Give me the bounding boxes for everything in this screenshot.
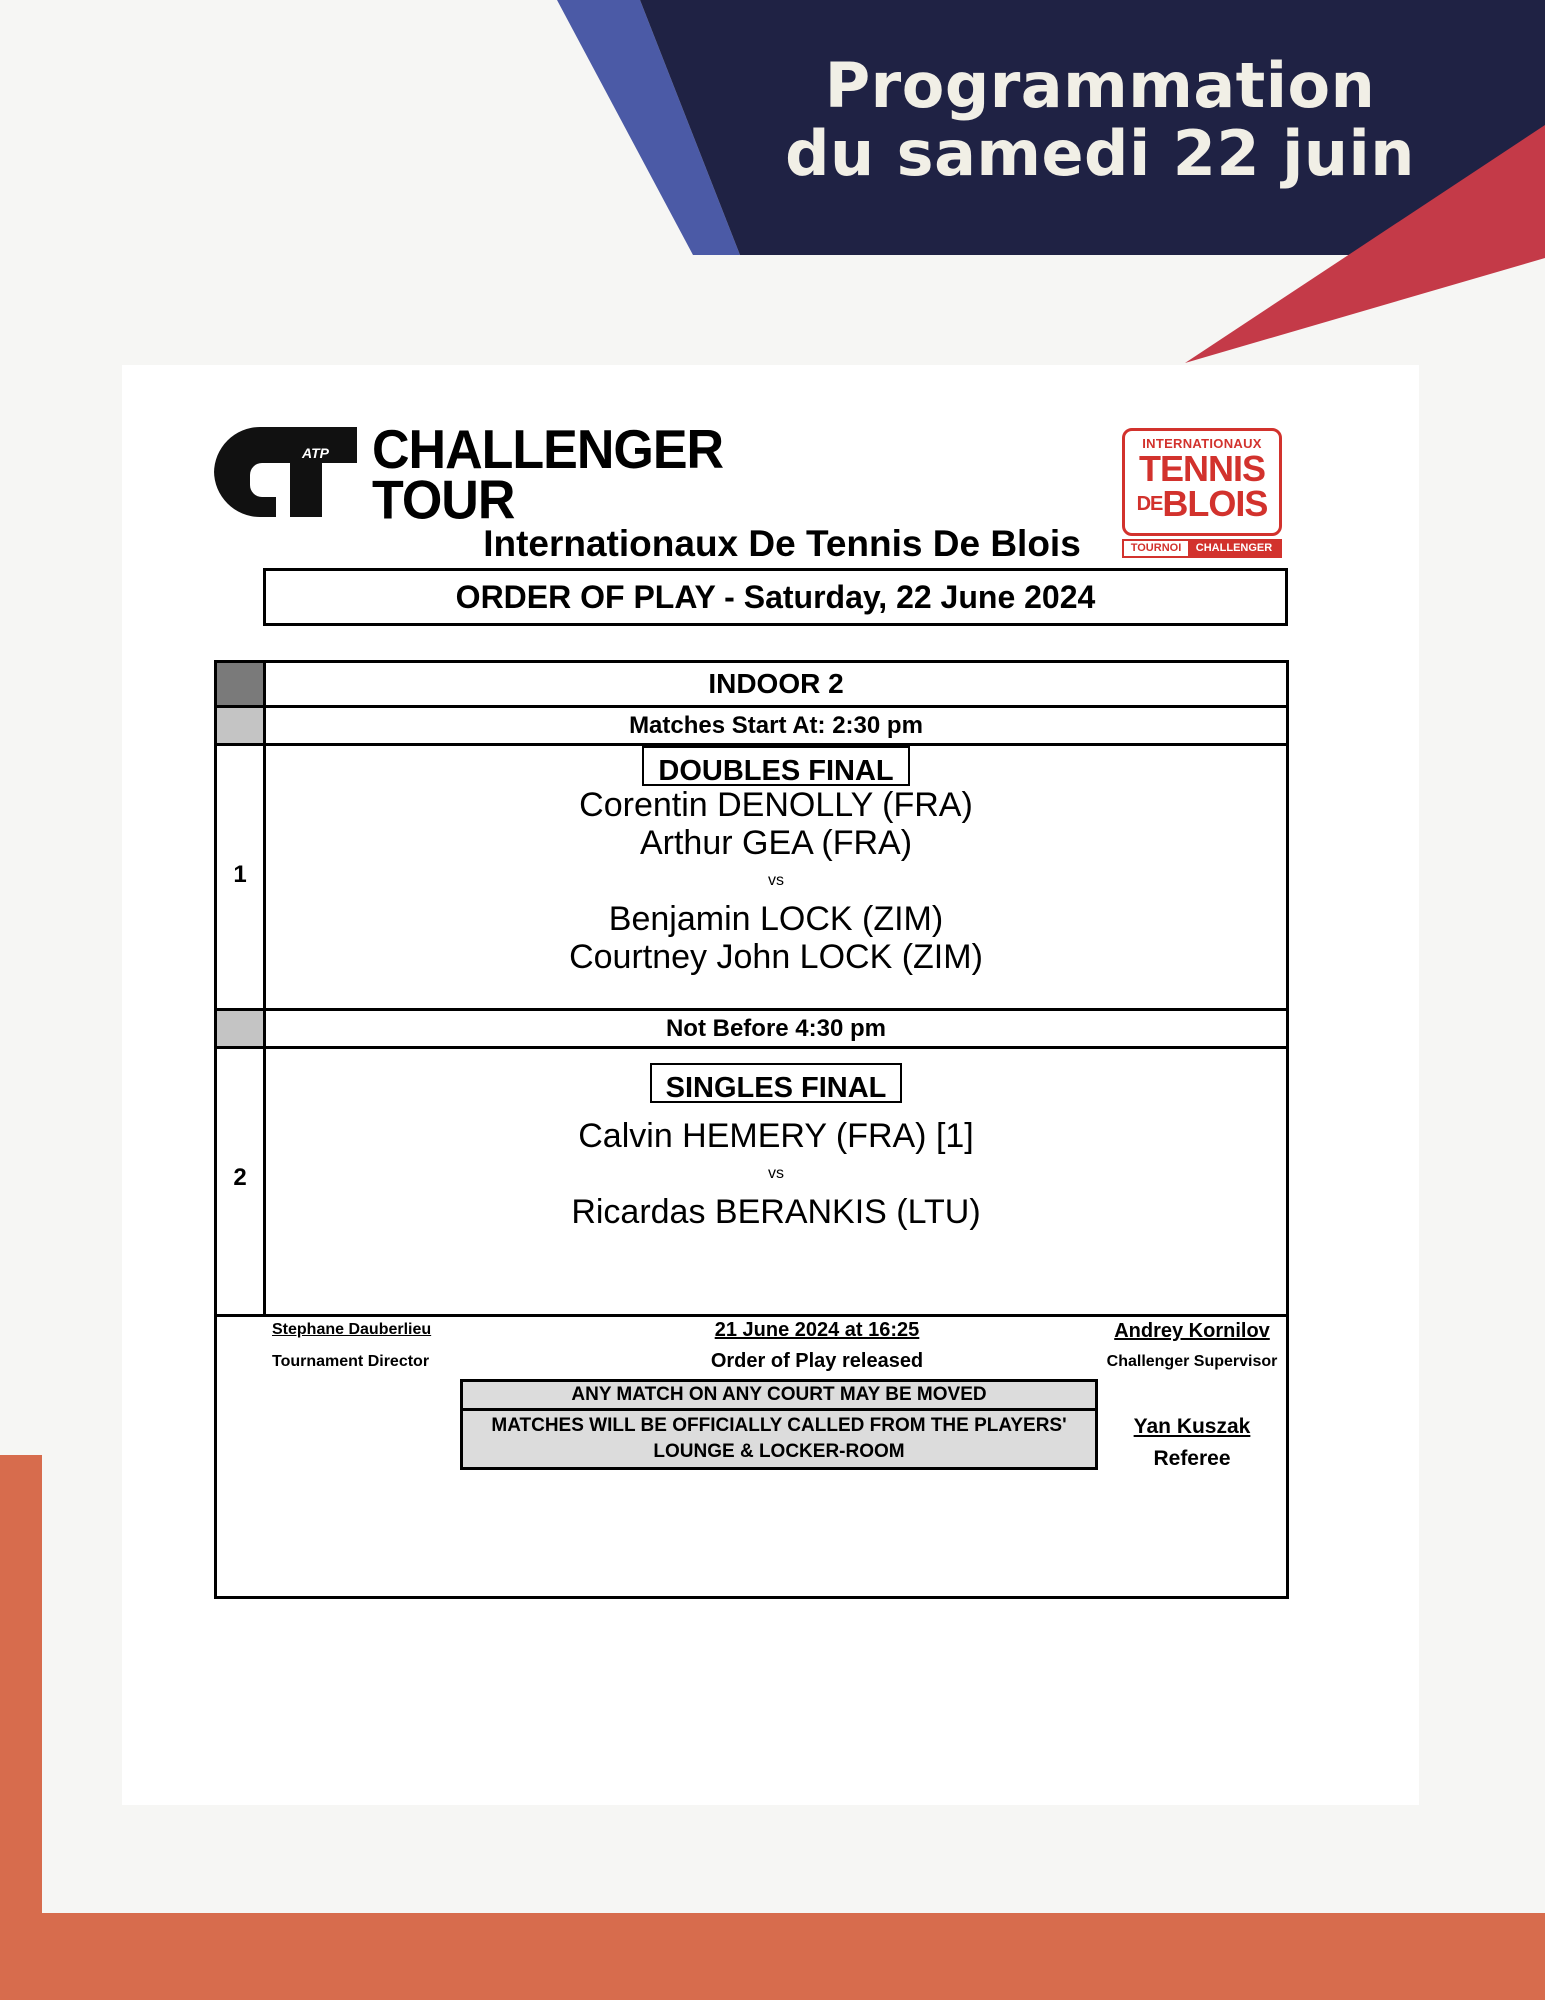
atp-wordmark bbox=[372, 419, 724, 532]
order-of-play-document bbox=[122, 365, 1419, 1805]
tennis-blois-logo: INTERNATIONAUX TENNIS $^{DE}$BLOIS TOURNOI CHALLENGER bbox=[1122, 428, 1282, 564]
atp-challenger-tour-logo bbox=[212, 419, 724, 532]
versus-label: vs bbox=[768, 872, 784, 889]
order-of-play-title: ORDER OF PLAY - Saturday, 22 June 2024 bbox=[263, 568, 1288, 626]
singles-player2: Ricardas BERANKIS (LTU) bbox=[571, 1193, 981, 1231]
start-time-label: Matches Start At: 2:30 pm bbox=[629, 712, 923, 739]
atp-wordmark-line2: TOUR bbox=[372, 470, 515, 532]
supervisor-name: Andrey Kornilov bbox=[1114, 1320, 1270, 1342]
released-date: 21 June 2024 at 16:25 bbox=[714, 1319, 920, 1341]
court-name: INDOOR 2 bbox=[708, 668, 844, 699]
match-number: 2 bbox=[233, 1164, 247, 1191]
released-label: Order of Play released bbox=[710, 1350, 924, 1372]
grid-footer bbox=[217, 1317, 1286, 1599]
notice-match-moved: ANY MATCH ON ANY COURT MAY BE MOVED bbox=[460, 1379, 1098, 1411]
tournament-name: Internationaux De Tennis De Blois bbox=[483, 523, 1081, 564]
team2-player1: Benjamin LOCK (ZIM) bbox=[608, 900, 944, 938]
headline-line2: du samedi 22 juin bbox=[785, 117, 1415, 190]
director-role: Tournament Director bbox=[272, 1353, 430, 1370]
singles-player1: Calvin HEMERY (FRA) [1] bbox=[578, 1117, 974, 1155]
versus-label: vs bbox=[768, 1165, 784, 1182]
match-round-label: DOUBLES FINAL bbox=[642, 746, 909, 786]
not-before-row bbox=[217, 1011, 1286, 1046]
orange-bottom-band bbox=[0, 1913, 1545, 2000]
supervisor-role: Challenger Supervisor bbox=[1106, 1353, 1278, 1370]
court-header-row bbox=[217, 663, 1286, 705]
start-time-row bbox=[217, 708, 1286, 743]
match-row-1 bbox=[217, 746, 1286, 1008]
atp-wordmark-line1: CHALLENGER bbox=[372, 419, 724, 481]
atp-small-label: ATP bbox=[302, 445, 329, 461]
headline-line1: Programmation bbox=[824, 49, 1376, 122]
team2-player2: Courtney John LOCK (ZIM) bbox=[569, 938, 983, 976]
referee-name: Yan Kuszak bbox=[1133, 1415, 1251, 1438]
team1-player1: Corentin DENOLLY (FRA) bbox=[579, 786, 973, 824]
match-round-label: SINGLES FINAL bbox=[650, 1063, 903, 1103]
headline bbox=[760, 49, 1440, 190]
atp-logo-mark-icon bbox=[212, 425, 357, 520]
notice-officially-called: MATCHES WILL BE OFFICIALLY CALLED FROM THE PLAYERS' LOUNGE & LOCKER-ROOM bbox=[460, 1408, 1098, 1470]
not-before-label: Not Before 4:30 pm bbox=[665, 1015, 887, 1042]
match-number: 1 bbox=[233, 861, 247, 888]
director-name: Stephane Dauberlieu bbox=[272, 1321, 432, 1338]
match-row-2 bbox=[217, 1049, 1286, 1314]
schedule-grid bbox=[214, 660, 1289, 1599]
team1-player2: Arthur GEA (FRA) bbox=[639, 824, 913, 862]
referee-role: Referee bbox=[1153, 1447, 1231, 1470]
